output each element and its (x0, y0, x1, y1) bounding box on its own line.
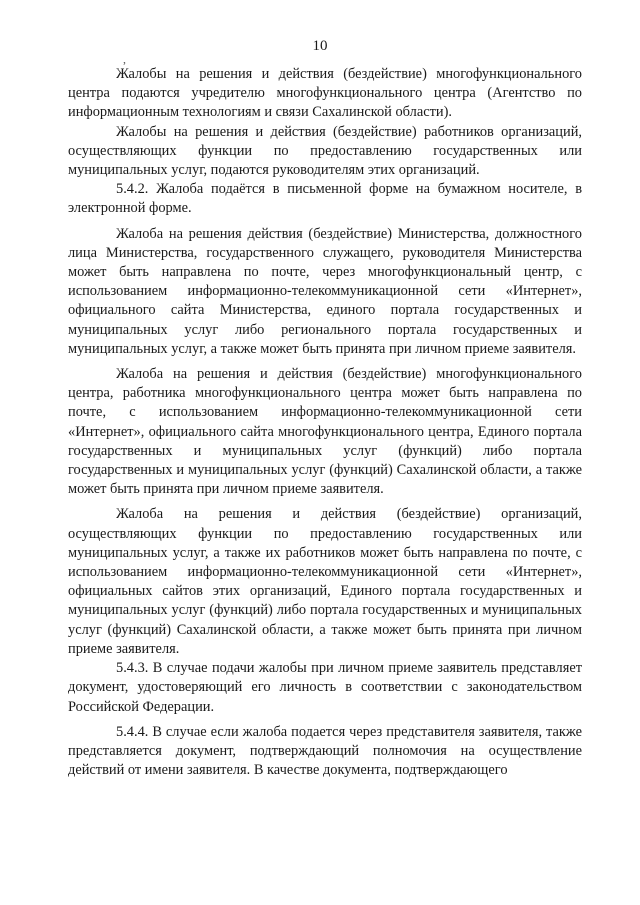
paragraph-ministry-complaint: Жалоба на решения действия (бездействие) Министерства, должностного лица Министерства, государственного служащего, руководителя Министерства может быть направлена по почте, через многофункциональный центр, с использованием информационно-телекоммуникационной сети «Интернет», официального сайта Министерства, единого портала государственных и муниципальных услуг либо регионального портала государственных и муниципальных услуг, а также может быть принята при личном приеме заявителя. (68, 225, 582, 357)
paragraph-organizations-complaint: Жалоба на решения и действия (бездействие) организаций, осуществляющих функции по предоставлению государственных или муниципальных услуг, а также их работников может быть направлена по почте, с использованием информационно-телекоммуникационной сети «Интернет», официальных сайтов этих организаций, Единого портала государственных и муниципальных услуг (функций) либо портала государственных и муниципальных услуг (функций) Сахалинской области, а также может быть принята при личном приеме заявителя. (68, 506, 582, 657)
scan-mark: , (123, 52, 126, 66)
paragraph-mfc-complaints: Жалобы на решения и действия (бездействие) многофункционального центра подаются учредителю многофункционального центра (Агентство по информационным технологиям и связи Сахалинской области). (68, 66, 582, 121)
paragraph-5-4-3: 5.4.3. В случае подачи жалобы при личном приеме заявитель представляет документ, удостоверяющий его личность в соответствии с законодательством Российской Федерации. (68, 660, 582, 715)
document-body (68, 65, 582, 780)
paragraph-5-4-4: 5.4.4. В случае если жалоба подается через представителя заявителя, также представляется документ, подтверждающий полномочия на осуществление действий от имени заявителя. В качестве документа, подтверждающего (68, 723, 582, 779)
paragraph-mfc-complaint: Жалоба на решения и действия (бездействие) многофункционального центра, работника многофункционального центра может быть направлена по почте, с использованием информационно-телекоммуникационной сети «Интернет», официального сайта многофункционального центра, Единого портала государственных и муниципальных услуг (функций) либо портала государственных и муниципальных услуг (функций) Сахалинской области, а также может быть принята при личном приеме заявителя. (68, 366, 582, 498)
paragraph-organization-complaints: Жалобы на решения и действия (бездействие) работников организаций, осуществляющих функции по предоставлению государственных или муниципальных услуг, подаются руководителям этих организаций. (68, 123, 582, 179)
page-number: 10 (312, 38, 328, 54)
paragraph-5-4-2: 5.4.2. Жалоба подаётся в письменной форме на бумажном носителе, в электронной форме. (68, 181, 582, 217)
